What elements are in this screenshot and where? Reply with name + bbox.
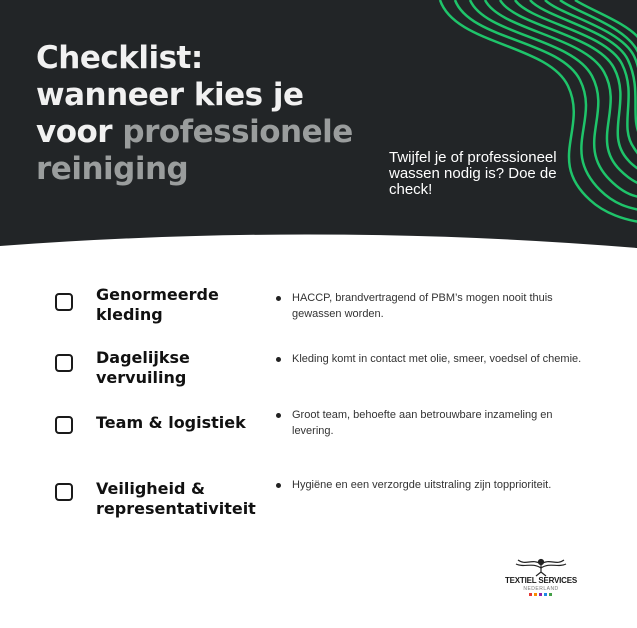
header-banner [0, 0, 637, 260]
checklist-description: Groot team, behoefte aan betrouwbare inzameling en levering. [292, 409, 553, 437]
page-title [36, 40, 353, 188]
checklist-description: Kleding komt in contact met olie, smeer, voedsel of chemie. [292, 353, 582, 365]
title-line-1: Checklist: [36, 40, 203, 76]
logo-subtext: NEDERLAND [523, 586, 559, 592]
checklist-label: Veiligheid & representativiteit [96, 479, 256, 518]
company-logo [496, 556, 586, 600]
checklist-label: Genormeerde kleding [96, 285, 219, 324]
figure-icon [496, 556, 586, 578]
bullet-icon [276, 483, 281, 488]
checklist-description: Hygiëne en een verzorgde uitstraling zijn topprioriteit. [292, 479, 552, 491]
title-highlight-2: reiniging [36, 151, 189, 187]
bullet-icon [276, 296, 281, 301]
checklist-label: Team & logistiek [96, 413, 246, 432]
checkbox[interactable] [55, 483, 73, 501]
bullet-icon [276, 357, 281, 362]
checklist-description: HACCP, brandvertragend of PBM’s mogen nooit thuis gewassen worden. [292, 292, 553, 320]
checkbox[interactable] [55, 293, 73, 311]
logo-text: TEXTIEL SERVICES [504, 576, 578, 585]
title-highlight-1: professionele [122, 114, 353, 150]
checkbox[interactable] [55, 416, 73, 434]
checkbox[interactable] [55, 354, 73, 372]
subtitle: Twijfel je of professioneel wassen nodig is? Doe de check! [389, 149, 557, 198]
title-line-3: voor [36, 114, 113, 150]
bullet-icon [276, 413, 281, 418]
title-line-2: wanneer kies je [36, 77, 304, 113]
logo-color-dots [529, 593, 552, 596]
checklist-label: Dagelijkse vervuiling [96, 348, 190, 387]
